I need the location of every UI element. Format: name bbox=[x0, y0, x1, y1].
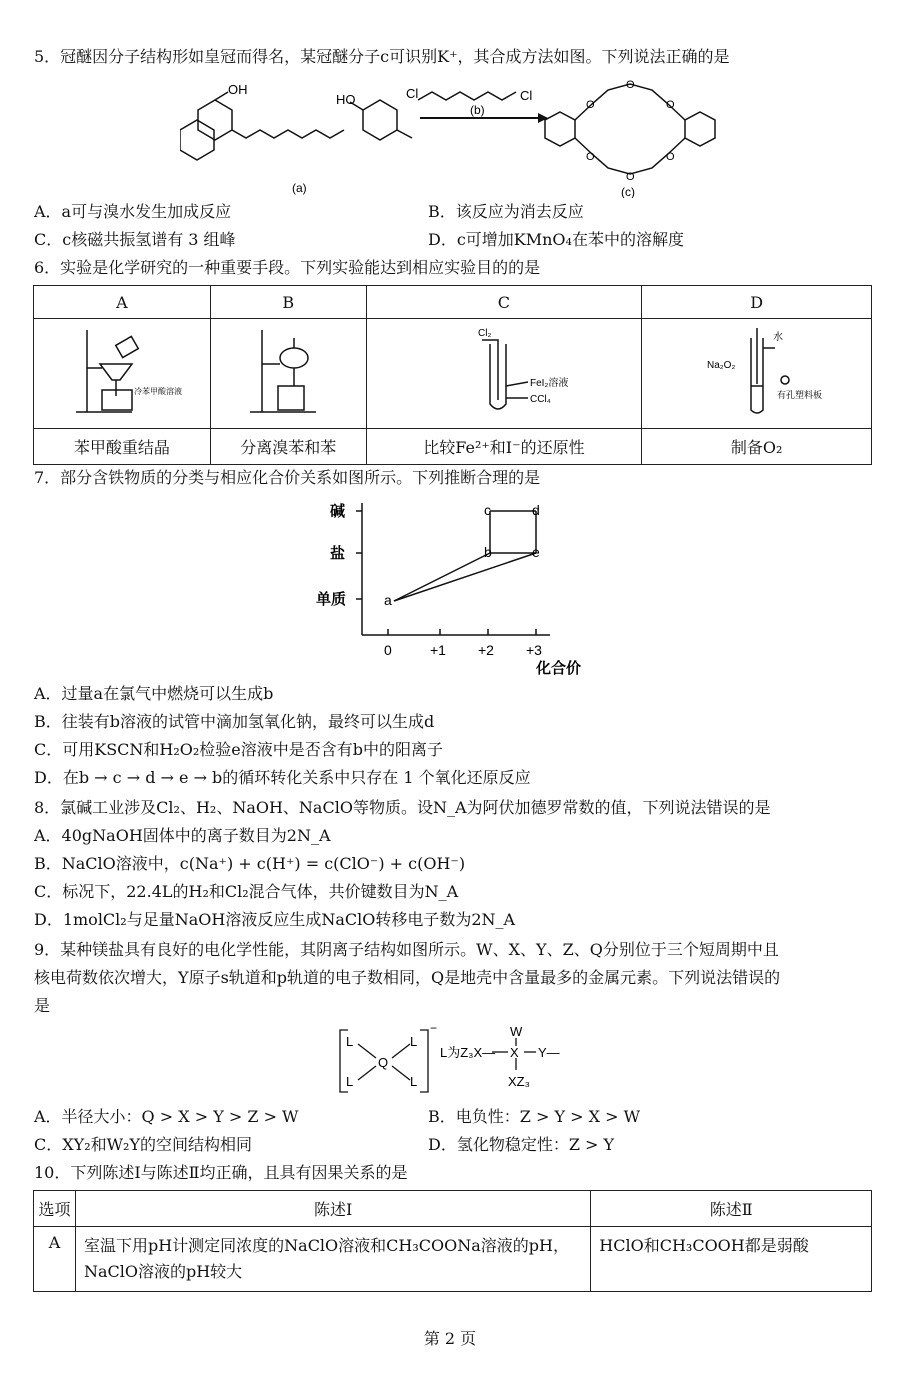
point-c: c bbox=[484, 502, 491, 518]
q5-option-c[interactable]: C．c核磁共振氢谱有 3 组峰 bbox=[34, 230, 236, 249]
charge-label: − bbox=[430, 1022, 438, 1035]
anion-structure-figure bbox=[336, 1022, 586, 1100]
q10-row-statement1 bbox=[75, 1227, 590, 1292]
q7-option-c[interactable]: C．可用KSCN和H₂O₂检验e溶液中是否含有b中的阳离子 bbox=[34, 740, 444, 759]
na2o2-label: Na₂O₂ bbox=[706, 359, 735, 371]
q10-header-option: 选项 bbox=[34, 1191, 76, 1227]
q6-apparatus-table bbox=[33, 285, 872, 465]
gas-generator-icon bbox=[677, 324, 837, 420]
ccl4-label: CCl₄ bbox=[529, 393, 551, 405]
q7-option-d[interactable]: D．在b → c → d → e → b的循环转化关系中只存在 1 个氧化还原反应 bbox=[34, 768, 531, 787]
x-tick-0: 0 bbox=[384, 642, 392, 658]
q6-apparatus-c bbox=[366, 319, 642, 429]
q9-option-d[interactable]: D．氢化物稳定性：Z > Y bbox=[428, 1135, 615, 1154]
q9-option-a[interactable]: A．半径大小：Q > X > Y > Z > W bbox=[34, 1107, 299, 1126]
ligand-label: L bbox=[346, 1034, 354, 1049]
q6-apparatus-b bbox=[210, 319, 366, 429]
q8-option-a[interactable]: A．40gNaOH固体中的离子数目为2N_A bbox=[34, 826, 331, 845]
point-e: e bbox=[532, 544, 540, 560]
separatory-funnel-icon bbox=[238, 324, 338, 420]
test-tube-icon bbox=[424, 324, 584, 420]
q9-stem-line3: 是 bbox=[34, 996, 51, 1015]
q10-s1-line2: NaClO溶液的pH较大 bbox=[83, 1262, 243, 1281]
q10-s1-line1: 室温下用pH计测定同浓度的NaClO溶液和CH₃COONa溶液的pH， bbox=[83, 1236, 569, 1255]
q5-stem: 5．冠醚因分子结构形如皇冠而得名，某冠醚分子c可识别K⁺，其合成方法如图。下列说法正确的是 bbox=[34, 47, 730, 66]
y-label-salt: 盐 bbox=[330, 545, 346, 562]
fei2-label: FeI₂溶液 bbox=[529, 377, 569, 389]
q5-option-d[interactable]: D．c可增加KMnO₄在苯中的溶解度 bbox=[428, 230, 684, 249]
q6-header-c: C bbox=[366, 286, 642, 319]
q6-apparatus-d bbox=[642, 319, 872, 429]
crown-ether-synthesis-figure bbox=[180, 70, 740, 198]
oxygen-label: O bbox=[586, 151, 595, 163]
porous-board-label: 有孔塑料板 bbox=[776, 389, 822, 400]
q6-header-a: A bbox=[34, 286, 211, 319]
cl-label-1: Cl bbox=[406, 86, 419, 101]
y-label-base: 碱 bbox=[330, 503, 346, 520]
cl2-label: Cl₂ bbox=[477, 327, 492, 339]
q6-caption-d: 制备O₂ bbox=[642, 429, 872, 465]
q8-option-d[interactable]: D．1molCl₂与足量NaOH溶液反应生成NaClO转移电子数为2N_A bbox=[34, 910, 516, 929]
xz3-label: XZ₃ bbox=[508, 1074, 530, 1089]
ligand-label: L bbox=[410, 1034, 418, 1049]
label-c: (c) bbox=[621, 185, 635, 198]
q10-stem: 10．下列陈述Ⅰ与陈述Ⅱ均正确，且具有因果关系的是 bbox=[34, 1163, 408, 1182]
q10-header-statement2: 陈述Ⅱ bbox=[591, 1191, 872, 1227]
oxygen-label: O bbox=[586, 99, 595, 111]
q9-stem-line1: 9．某种镁盐具有良好的电化学性能，其阴离子结构如图所示。W、X、Y、Z、Q分别位于三个短周期中且 bbox=[34, 940, 779, 959]
label-a: (a) bbox=[292, 181, 307, 195]
q10-row-statement2: HClO和CH₃COOH都是弱酸 bbox=[591, 1227, 872, 1292]
q9-option-c[interactable]: C．XY₂和W₂Y的空间结构相同 bbox=[34, 1135, 253, 1154]
x-axis-title: 化合价 bbox=[536, 660, 582, 677]
q7-option-b[interactable]: B．往装有b溶液的试管中滴加氢氧化钠，最终可以生成d bbox=[34, 712, 435, 731]
q6-header-b: B bbox=[210, 286, 366, 319]
water-label: 水 bbox=[772, 331, 783, 343]
point-a: a bbox=[384, 592, 392, 608]
q10-statement-table bbox=[33, 1190, 872, 1292]
q6-caption-b: 分离溴苯和苯 bbox=[210, 429, 366, 465]
filtration-apparatus-icon bbox=[62, 324, 182, 420]
oxygen-label: O bbox=[626, 171, 635, 183]
a-oh-label-1: OH bbox=[228, 82, 248, 97]
ligand-label: L bbox=[346, 1074, 354, 1089]
a-oh-label-2: HO bbox=[336, 92, 356, 107]
ligand-definition: L为Z₃X— bbox=[440, 1045, 496, 1060]
w-atom-label: W bbox=[510, 1024, 523, 1039]
q6-apparatus-a bbox=[34, 319, 211, 429]
q7-option-a[interactable]: A．过量a在氯气中燃烧可以生成b bbox=[34, 684, 274, 703]
oxygen-label: O bbox=[626, 79, 635, 91]
x-tick-2: +2 bbox=[478, 642, 494, 658]
point-d: d bbox=[532, 502, 540, 518]
q10-row-option: A bbox=[34, 1227, 76, 1292]
q8-option-b[interactable]: B．NaClO溶液中，c(Na⁺) + c(H⁺) = c(ClO⁻) + c(OH⁻) bbox=[34, 854, 466, 873]
page-number: 第 2 页 bbox=[423, 1329, 477, 1348]
point-b: b bbox=[484, 544, 492, 560]
cl-label-2: Cl bbox=[520, 88, 533, 103]
q6-header-d: D bbox=[642, 286, 872, 319]
x-tick-3: +3 bbox=[526, 642, 542, 658]
center-q-label: Q bbox=[378, 1055, 389, 1070]
q9-option-b[interactable]: B．电负性：Z > Y > X > W bbox=[428, 1107, 641, 1126]
q5-option-a[interactable]: A．a可与溴水发生加成反应 bbox=[34, 202, 232, 221]
x-atom-label: X bbox=[510, 1045, 519, 1060]
q6-caption-c: 比较Fe²⁺和I⁻的还原性 bbox=[366, 429, 642, 465]
q8-stem: 8．氯碱工业涉及Cl₂、H₂、NaOH、NaClO等物质。设N_A为阿伏加德罗常数的值，下列说法错误的是 bbox=[34, 798, 771, 817]
y-atom-label: Y— bbox=[538, 1045, 560, 1060]
oxygen-label: O bbox=[666, 151, 675, 163]
q7-stem: 7．部分含铁物质的分类与相应化合价关系如图所示。下列推断合理的是 bbox=[34, 468, 541, 487]
label-b: (b) bbox=[470, 103, 485, 117]
q6-stem: 6．实验是化学研究的一种重要手段。下列实验能达到相应实验目的的是 bbox=[34, 258, 541, 277]
x-tick-1: +1 bbox=[430, 642, 446, 658]
q8-option-c[interactable]: C．标况下，22.4L的H₂和Cl₂混合气体，共价键数目为N_A bbox=[34, 882, 459, 901]
oxygen-label: O bbox=[666, 99, 675, 111]
cold-benzoic-label: 冷苯甲酸溶液 bbox=[133, 386, 182, 396]
q6-caption-a: 苯甲酸重结晶 bbox=[34, 429, 211, 465]
q9-stem-line2: 核电荷数依次增大，Y原子s轨道和p轨道的电子数相同，Q是地壳中含量最多的金属元素。下列说法错误的 bbox=[34, 968, 781, 987]
ligand-label: L bbox=[410, 1074, 418, 1089]
y-label-element: 单质 bbox=[316, 591, 347, 608]
q5-option-b[interactable]: B．该反应为消去反应 bbox=[428, 202, 584, 221]
iron-valence-chart bbox=[300, 495, 620, 677]
q10-header-statement1: 陈述Ⅰ bbox=[75, 1191, 590, 1227]
